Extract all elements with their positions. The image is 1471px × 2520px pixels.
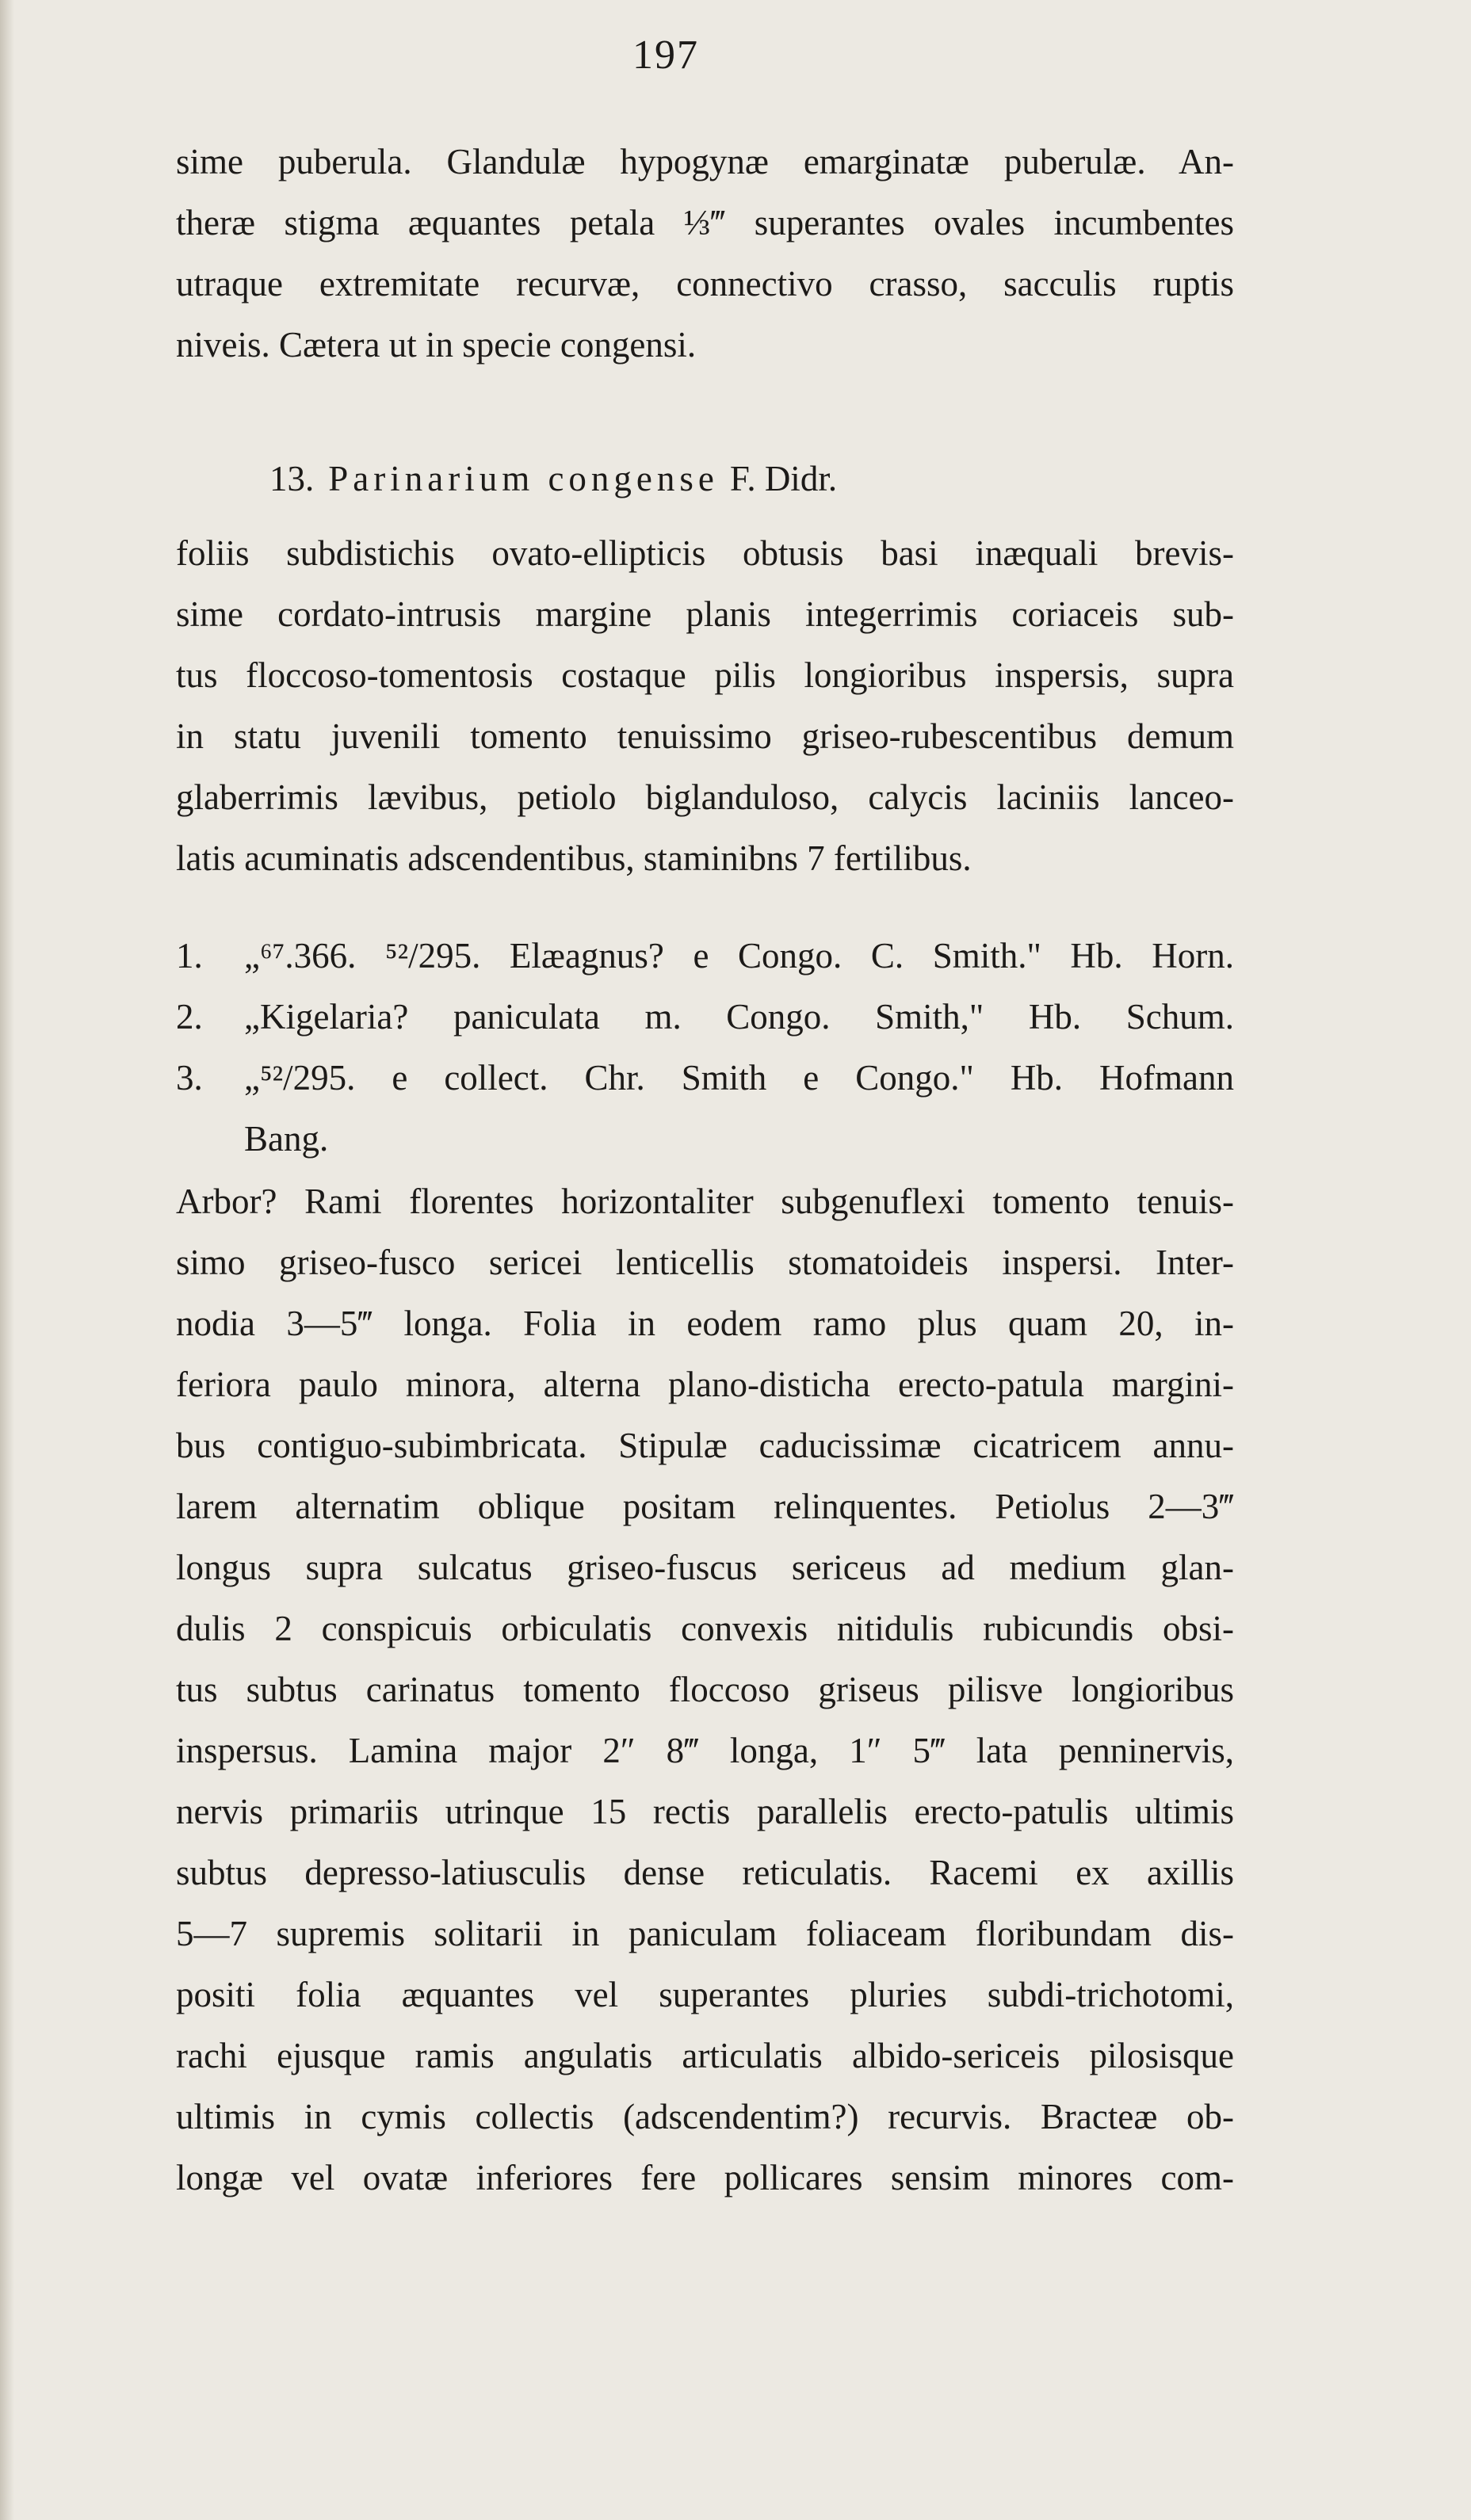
species-number: 13. bbox=[269, 459, 315, 498]
specimen-item bbox=[176, 1109, 1234, 1170]
text-line: Arbor? Rami florentes horizontaliter subgenuflexi tomento tenuis- bbox=[176, 1182, 1234, 1221]
top-paragraph bbox=[176, 132, 1234, 376]
specimen-text: „Kigelaria? paniculata m. Congo. Smith," Hb. Schum. bbox=[244, 997, 1234, 1037]
text-line: niveis. Cætera ut in specie congensi. bbox=[176, 325, 697, 365]
species-author: F. Didr. bbox=[729, 459, 838, 498]
specimen-list bbox=[176, 926, 1234, 1170]
text-line: feriora paulo minora, alterna plano-disticha erecto-patula margini- bbox=[176, 1365, 1234, 1404]
specimen-number: 3. bbox=[176, 1058, 203, 1098]
text-line: latis acuminatis adscendentibus, staminibns 7 fertilibus. bbox=[176, 838, 972, 878]
page-edge-shadow bbox=[0, 0, 14, 2520]
text-line: sime cordato-intrusis margine planis integerrimis coriaceis sub- bbox=[176, 594, 1234, 634]
text-line: larem alternatim oblique positam relinquentes. Petiolus 2—3‴ bbox=[176, 1487, 1234, 1526]
text-line: ultimis in cymis collectis (adscendentim?) recurvis. Bracteæ ob- bbox=[176, 2097, 1234, 2136]
text-line: nervis primariis utrinque 15 rectis parallelis erecto-patulis ultimis bbox=[176, 1792, 1234, 1831]
specimen-number: 2. bbox=[176, 997, 203, 1037]
text-line: dulis 2 conspicuis orbiculatis convexis nitidulis rubicundis obsi- bbox=[176, 1609, 1234, 1648]
text-line: nodia 3—5‴ longa. Folia in eodem ramo plus quam 20, in- bbox=[176, 1304, 1234, 1343]
description-paragraph bbox=[176, 1171, 1234, 2209]
text-line: bus contiguo-subimbricata. Stipulæ caducissimæ cicatricem annu- bbox=[176, 1426, 1234, 1465]
text-line: sime puberula. Glandulæ hypogynæ emarginatæ puberulæ. An- bbox=[176, 142, 1234, 181]
text-line: in statu juvenili tomento tenuissimo griseo-rubescentibus demum bbox=[176, 716, 1234, 756]
text-line: theræ stigma æquantes petala ⅓‴ superantes ovales incumbentes bbox=[176, 203, 1234, 242]
text-line: subtus depresso-latiusculis dense reticulatis. Racemi ex axillis bbox=[176, 1853, 1234, 1892]
text-line: foliis subdistichis ovato-ellipticis obtusis basi inæquali brevis- bbox=[176, 533, 1234, 573]
diagnosis-paragraph bbox=[176, 523, 1234, 889]
species-name: Parinarium congense bbox=[328, 459, 719, 498]
text-line: tus floccoso-tomentosis costaque pilis longioribus inspersis, supra bbox=[176, 655, 1234, 695]
text-line: inspersus. Lamina major 2″ 8‴ longa, 1″ 5‴ lata penninervis, bbox=[176, 1731, 1234, 1770]
text-line: longus supra sulcatus griseo-fuscus sericeus ad medium glan- bbox=[176, 1548, 1234, 1587]
page-number: 197 bbox=[632, 32, 699, 78]
text-line: rachi ejusque ramis angulatis articulatis albido-sericeis pilosisque bbox=[176, 2036, 1234, 2075]
text-line: longæ vel ovatæ inferiores fere pollicares sensim minores com- bbox=[176, 2158, 1234, 2197]
text-line: glaberrimis lævibus, petiolo biglanduloso, calycis laciniis lanceo- bbox=[176, 777, 1234, 817]
text-line: simo griseo-fusco sericei lenticellis stomatoideis inspersi. Inter- bbox=[176, 1243, 1234, 1282]
text-line: utraque extremitate recurvæ, connectivo crasso, sacculis ruptis bbox=[176, 264, 1234, 304]
specimen-text: „⁶⁷.366. ⁵²/295. Elæagnus? e Congo. C. Smith." Hb. Horn. bbox=[244, 936, 1234, 976]
specimen-text: Bang. bbox=[244, 1119, 329, 1159]
text-line: positi folia æquantes vel superantes pluries subdi-trichotomi, bbox=[176, 1975, 1234, 2014]
specimen-item bbox=[176, 926, 1234, 987]
text-line: 5—7 supremis solitarii in paniculam foliaceam floribundam dis- bbox=[176, 1914, 1234, 1953]
specimen-number: 1. bbox=[176, 936, 203, 976]
specimen-item bbox=[176, 1048, 1234, 1109]
species-heading bbox=[269, 449, 837, 510]
specimen-item bbox=[176, 987, 1234, 1048]
text-line: tus subtus carinatus tomento floccoso griseus pilisve longioribus bbox=[176, 1670, 1234, 1709]
specimen-text: „⁵²/295. e collect. Chr. Smith e Congo." Hb. Hofmann bbox=[244, 1058, 1234, 1098]
